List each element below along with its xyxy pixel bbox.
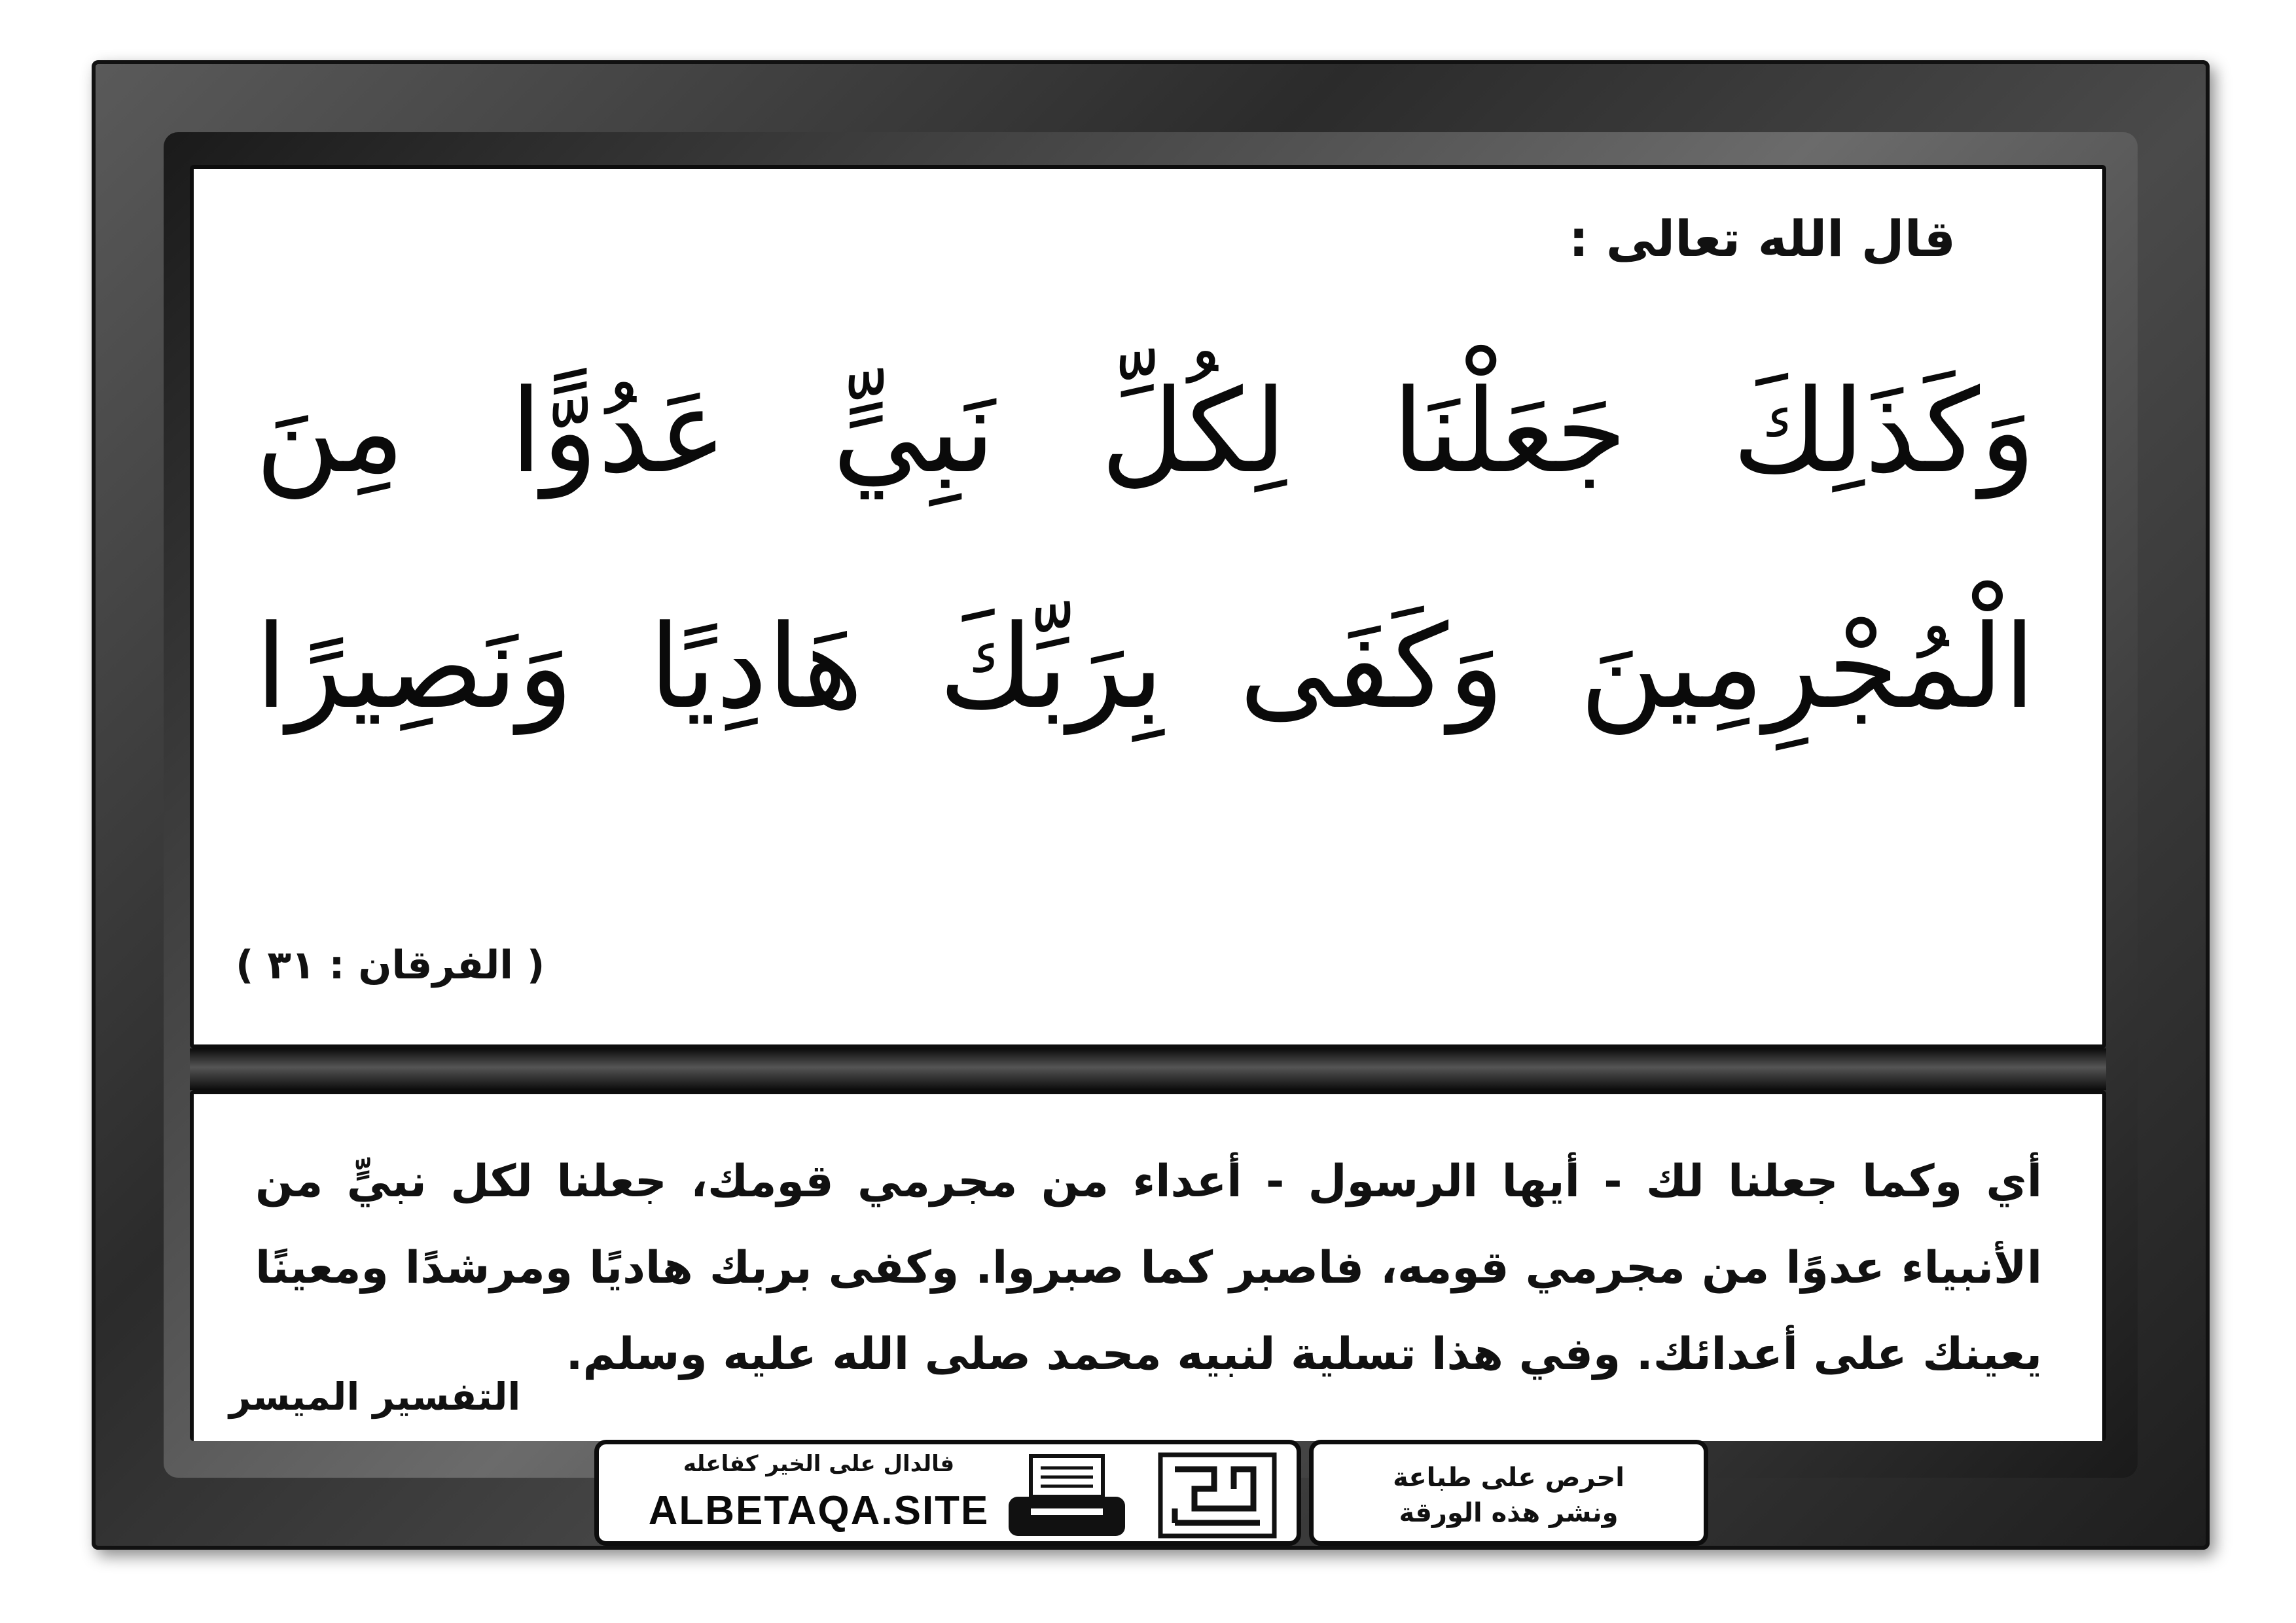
tafsir-source: التفسير الميسر — [229, 1374, 521, 1419]
footer-site-link[interactable]: ALBETAQA.SITE — [648, 1488, 990, 1533]
footer-note-line1: احرص على طباعة — [1393, 1463, 1624, 1493]
footer-slogan: فالدال على الخير كفاعله — [683, 1451, 955, 1477]
printer-icon — [1005, 1454, 1129, 1539]
verse-text: وَكَذَلِكَ جَعَلْنَا لِكُلِّ نَبِيٍّ عَدُوًّا مِنَ الْمُجْرِمِينَ وَكَفَى بِرَبِّكَ هَادِيًا وَنَصِيرًا — [255, 365, 2036, 734]
tafsir-text: أي وكما جعلنا لك - أيها الرسول - أعداء من مجرمي قومك، جعلنا لكل نبيٍّ من الأنبياء عدوًا من مجرمي قومه، فاصبر كما صبروا. وكفى بربك هاديًا ومرشدًا ومعينًا يعينك على أعدائك. وفي هذا تسلية لنبيه محمد صلى الله عليه وسلم. — [255, 1156, 2042, 1380]
footer-note-line2: ونشر هذه الورقة — [1399, 1498, 1619, 1528]
footer-note-box — [1309, 1440, 1708, 1546]
verse-reference: ( الفرقان : ٣١ ) — [236, 942, 545, 988]
brand-logo-icon — [1155, 1450, 1280, 1541]
panel-divider — [190, 1048, 2106, 1090]
footer-site-box — [594, 1440, 1301, 1546]
footer-note — [1314, 1460, 1704, 1531]
verse-preface: قال الله تعالى : — [1568, 209, 1956, 268]
